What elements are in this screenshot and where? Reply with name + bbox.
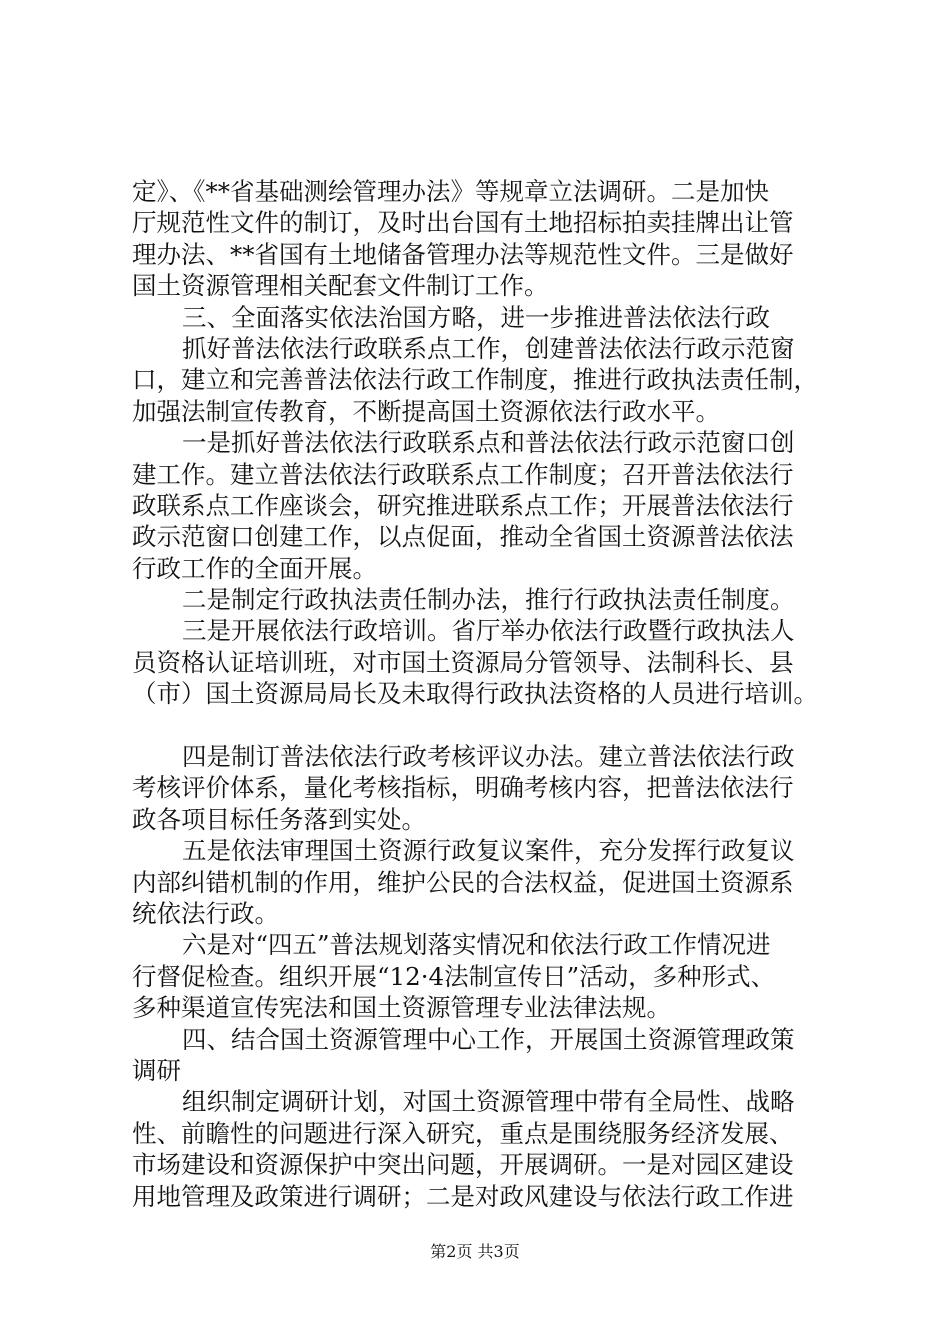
text-line: 行政工作的全面开展。 [132,553,377,583]
text-line: 三、全面落实依法治国方略，进一步推进普法依法行政 [182,302,770,332]
text-line: 市场建设和资源保护中突出问题，开展调研。一是对园区建设 [132,1150,794,1180]
text-line: 内部纠错机制的作用，维护公民的合法权益，促进国土资源系 [132,867,794,897]
text-line: 员资格认证培训班，对市国土资源局分管领导、法制科长、县 [132,647,794,677]
text-line: 多种渠道宣传宪法和国土资源管理专业法律法规。 [132,993,671,1023]
text-line: 用地管理及政策进行调研；二是对政风建设与依法行政工作进 [132,1181,794,1211]
text-line: 调研 [132,1055,181,1085]
text-line: 统依法行政。 [132,898,279,928]
text-line: 加强法制宣传教育，不断提高国土资源依法行政水平。 [132,396,720,426]
text-line: 定》、《**省基础测绘管理办法》等规章立法调研。二是加快 [132,177,769,206]
text-line: 三是开展依法行政培训。省厅举办依法行政暨行政执法人 [182,616,795,646]
text-line: 六是对“四五”普法规划落实情况和依法行政工作情况进 [182,930,771,960]
text-line: 五是依法审理国土资源行政复议案件，充分发挥行政复议 [182,836,795,866]
text-line: 厅规范性文件的制订，及时出台国有土地招标拍卖挂牌出让管 [132,208,794,238]
text-line: 组织制定调研计划，对国土资源管理中带有全局性、战略 [182,1087,795,1117]
text-line: 四、结合国土资源管理中心工作，开展国土资源管理政策 [182,1024,795,1054]
text-line: 考核评价体系，量化考核指标，明确考核内容，把普法依法行 [132,773,794,803]
text-line: 抓好普法依法行政联系点工作，创建普法依法行政示范窗 [182,333,795,363]
page-footer: 第2页 共3页 [430,1242,520,1261]
text-line: 四是制订普法依法行政考核评议办法。建立普法依法行政 [182,742,795,772]
document-body [132,176,832,1212]
text-line: 政联系点工作座谈会，研究推进联系点工作；开展普法依法行 [132,490,794,520]
text-line: 国土资源管理相关配套文件制订工作。 [132,271,549,301]
text-line: （市）国土资源局局长及未取得行政执法资格的人员进行培训。 [132,679,818,709]
text-line: 二是制定行政执法责任制办法，推行行政执法责任制度。 [182,585,795,615]
text-line: 理办法、**省国有土地储备管理办法等规范性文件。三是做好 [132,239,794,269]
text-line: 建工作。建立普法依法行政联系点工作制度；召开普法依法行 [132,459,794,489]
text-line: 一是抓好普法依法行政联系点和普法依法行政示范窗口创 [182,428,795,458]
text-line: 行督促检查。组织开展“12·4法制宣传日”活动，多种形式、 [132,961,776,991]
text-line: 政示范窗口创建工作，以点促面，推动全省国土资源普法依法 [132,522,794,552]
blank-line [132,710,832,741]
text-line: 政各项目标任务落到实处。 [132,804,426,834]
text-line: 口，建立和完善普法依法行政工作制度，推进行政执法责任制， [132,365,818,395]
text-line: 性、前瞻性的问题进行深入研究，重点是围绕服务经济发展、 [132,1118,794,1148]
